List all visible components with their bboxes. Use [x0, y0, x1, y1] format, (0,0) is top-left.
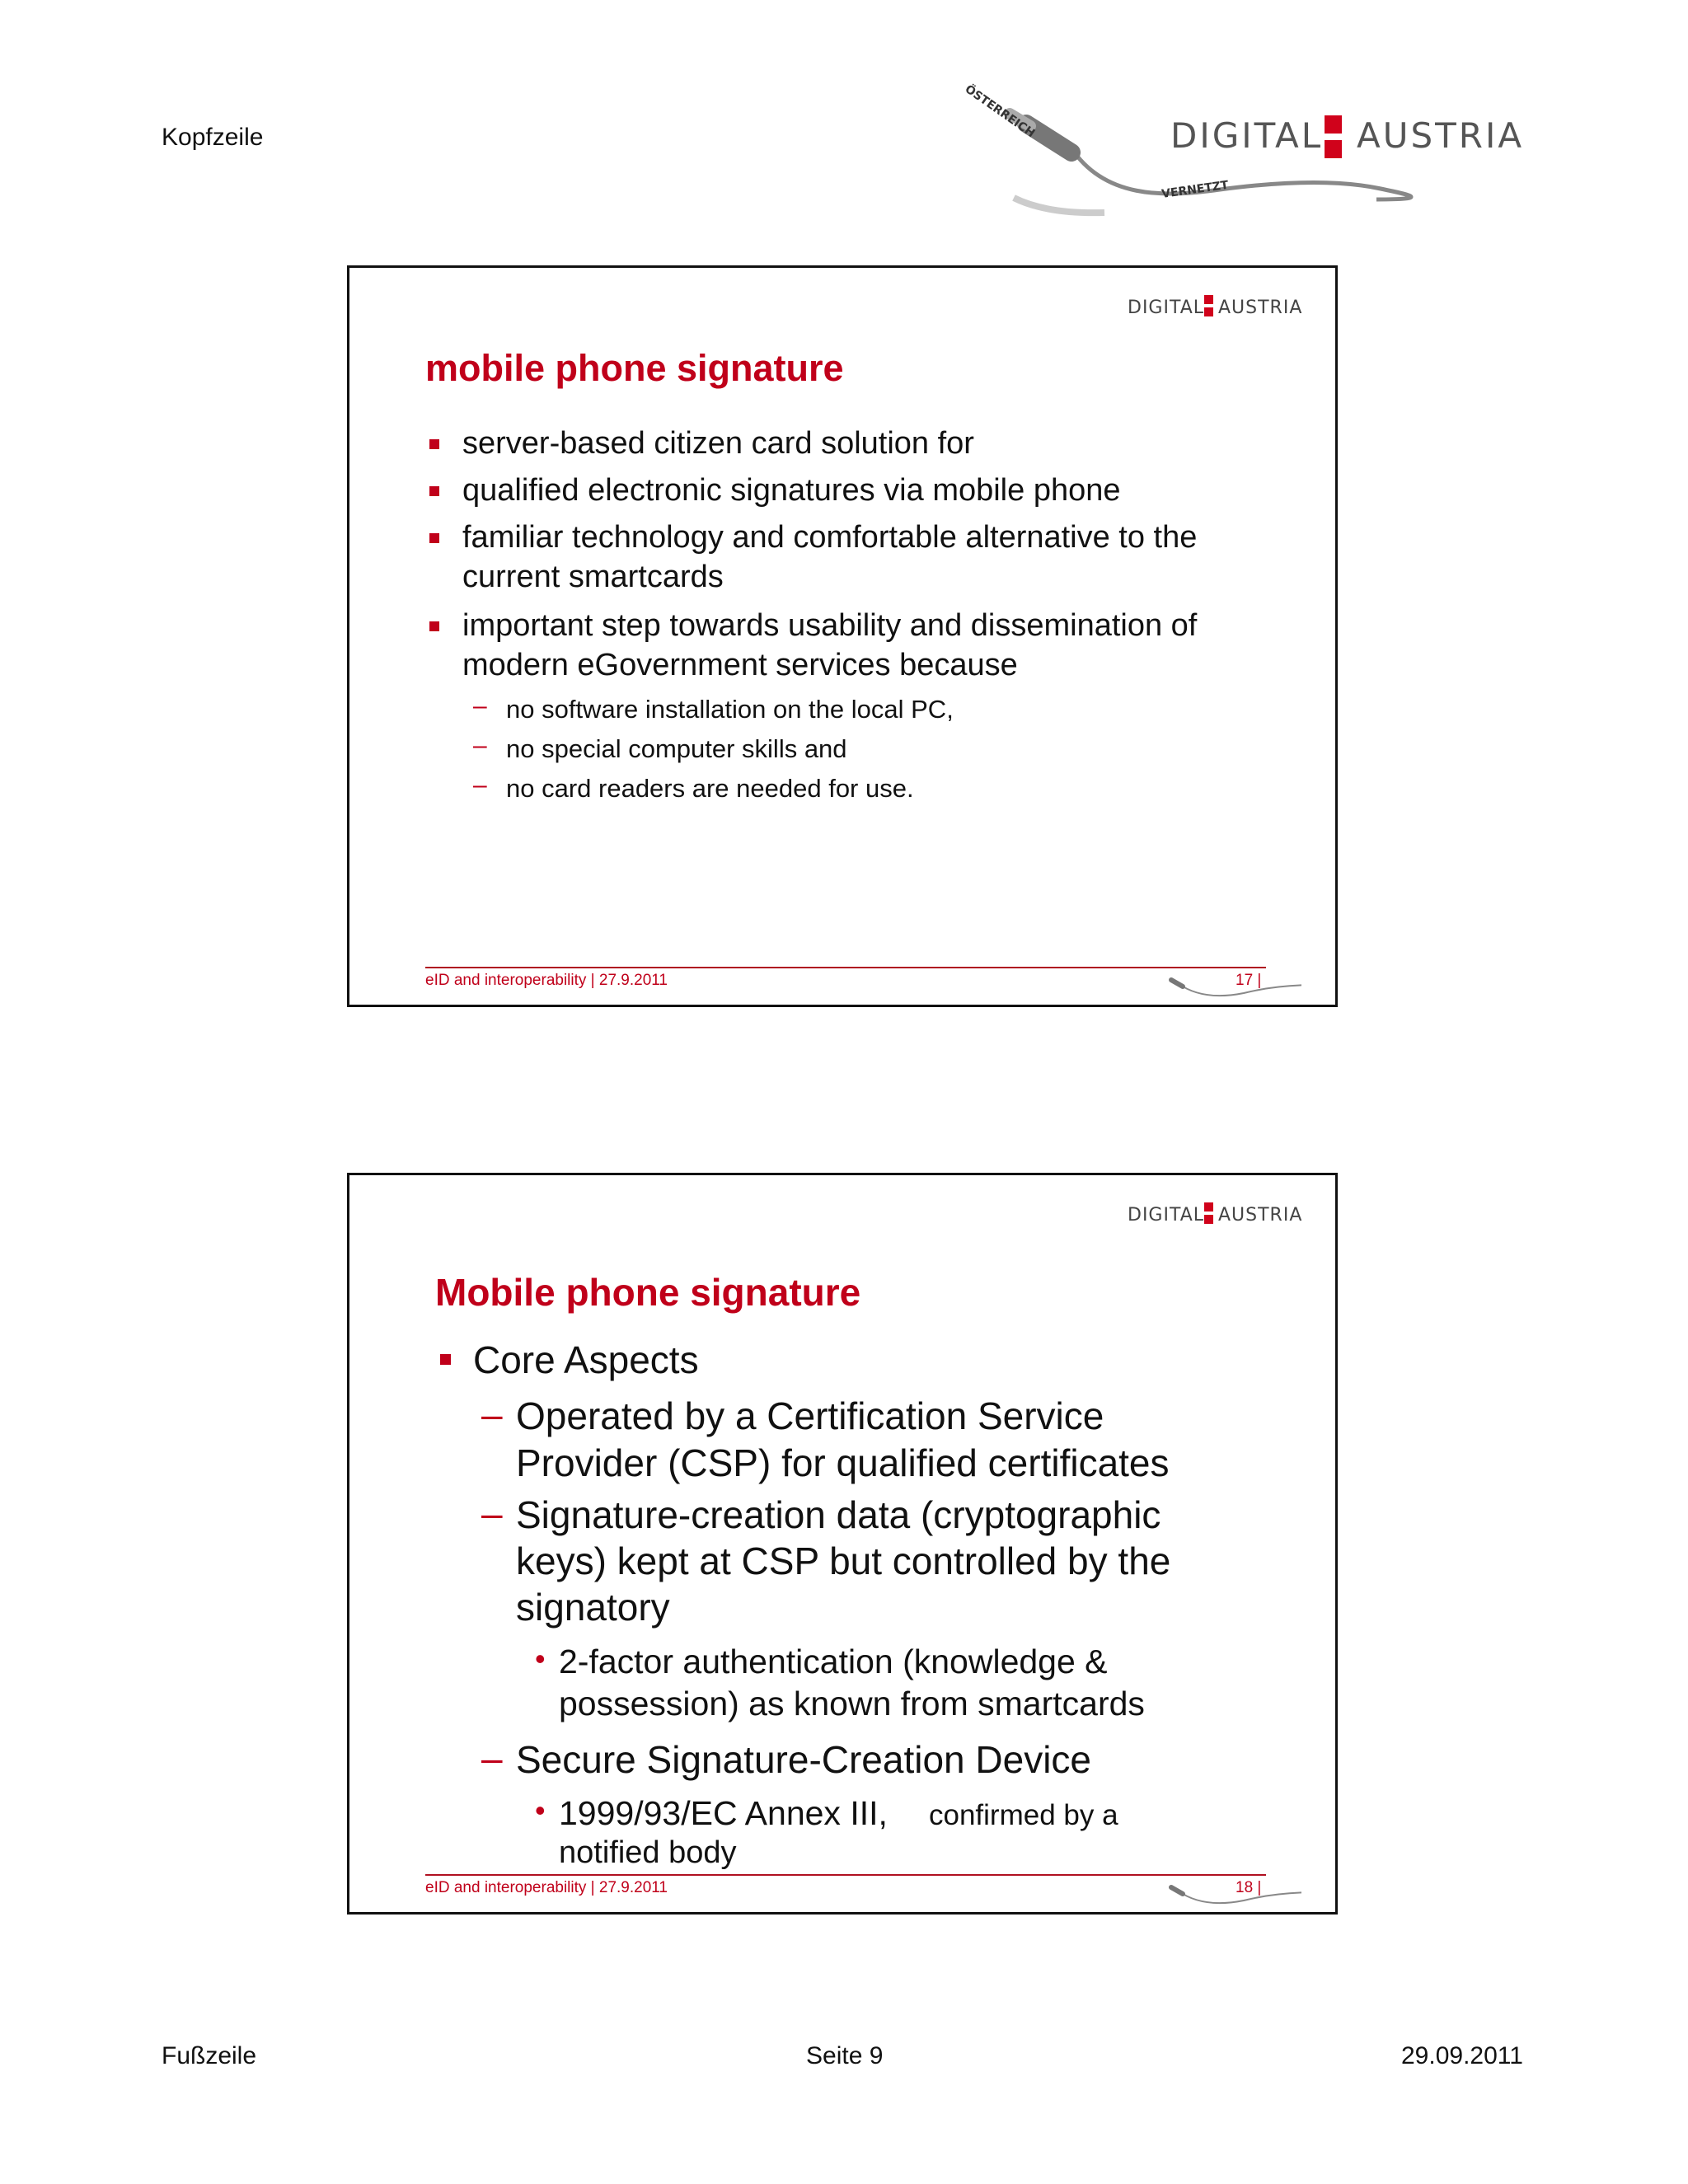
slide-title: mobile phone signature — [425, 347, 844, 389]
slide-logo-austria: AUSTRIA — [1218, 298, 1303, 318]
footer-date: 29.09.2011 — [1401, 2042, 1523, 2069]
logo-red-square-bottom — [1325, 140, 1342, 158]
bullet-marker — [440, 1354, 451, 1365]
dash-marker: – — [473, 692, 487, 719]
slide-logo — [1128, 293, 1303, 322]
dash-marker: – — [473, 771, 487, 799]
bullet-text: qualified electronic signatures via mobile phone — [462, 473, 1121, 508]
bullet-text-continued: modern eGovernment services because — [462, 648, 1018, 682]
footer-left-text: Fußzeile — [162, 2042, 257, 2069]
footer-rule — [425, 967, 1266, 968]
slide-logo-mark-bottom — [1204, 307, 1213, 316]
slide-page-number: 18 | — [1236, 1879, 1262, 1896]
slide-footer-left: eID and interoperability | 27.9.2011 — [425, 972, 668, 989]
bullet-text: important step towards usability and dissemination of — [462, 608, 1198, 643]
dot-marker: • — [535, 1642, 546, 1675]
bullet-marker — [429, 533, 439, 543]
sub-item-text-continued: Provider (CSP) for qualified certificates — [516, 1441, 1170, 1484]
logo-word-digital: DIGITAL — [1170, 115, 1324, 156]
slide-logo-digital: DIGITAL — [1128, 298, 1205, 318]
slide-footer-left: eID and interoperability | 27.9.2011 — [425, 1879, 668, 1896]
dot-item-text: 2-factor authentication (knowledge & — [559, 1643, 1108, 1680]
dot-item-text: 1999/93/EC Annex III, — [559, 1794, 888, 1832]
logo-word-austria: AUSTRIA — [1357, 115, 1525, 156]
sub-item-text: Signature-creation data (cryptographic — [516, 1493, 1161, 1536]
slide-17 — [347, 265, 1338, 1007]
sub-item-text-continued: keys) kept at CSP but controlled by the — [516, 1540, 1171, 1582]
sub-item-text: no software installation on the local PC, — [506, 695, 954, 724]
slide-logo-digital: DIGITAL — [1128, 1205, 1205, 1226]
cable-text-oesterreich: ÖSTERREICH — [962, 82, 1038, 141]
header-left-text: Kopfzeile — [162, 124, 264, 151]
slide-page-number: 17 | — [1236, 972, 1262, 989]
logo-red-square-top — [1325, 115, 1342, 134]
slide-logo — [1128, 1200, 1303, 1230]
bullet-text: server-based citizen card solution for — [462, 426, 974, 461]
mini-cable-logo-icon — [1153, 1876, 1301, 1915]
sub-item-text-continued: signatory — [516, 1586, 670, 1629]
dot-item-text-continued: possession) as known from smartcards — [559, 1685, 1145, 1722]
slide-logo-mark-top — [1204, 295, 1213, 304]
footer-rule — [425, 1874, 1266, 1876]
bullet-text-continued: current smartcards — [462, 560, 724, 594]
mini-cable-logo-icon — [1153, 968, 1301, 1007]
digital-austria-header-logo — [948, 74, 1558, 223]
bullet-marker — [429, 621, 439, 631]
dot-marker: • — [535, 1793, 546, 1827]
dash-marker: – — [473, 732, 487, 759]
bullet-text: Core Aspects — [473, 1338, 699, 1381]
dash-marker: – — [481, 1736, 503, 1779]
slide-title: Mobile phone signature — [435, 1271, 861, 1314]
dot-item-text: confirmed by a — [929, 1799, 1118, 1831]
bullet-marker — [429, 439, 439, 449]
dash-marker: – — [481, 1492, 503, 1535]
page-number: Seite 9 — [806, 2042, 884, 2069]
dot-item-text-continued: notified body — [559, 1835, 737, 1870]
sub-item-text: Operated by a Certification Service — [516, 1394, 1104, 1437]
slide-logo-mark-top — [1204, 1202, 1213, 1212]
slide-logo-austria: AUSTRIA — [1218, 1205, 1303, 1226]
bullet-marker — [429, 486, 439, 496]
cable-text-vernetzt: VERNETZT — [1160, 178, 1230, 201]
sub-item-text: Secure Signature-Creation Device — [516, 1738, 1092, 1781]
slide-18 — [347, 1173, 1338, 1915]
slide-logo-mark-bottom — [1204, 1215, 1213, 1224]
sub-item-text: no special computer skills and — [506, 734, 847, 763]
sub-item-text: no card readers are needed for use. — [506, 774, 914, 803]
bullet-text: familiar technology and comfortable alternative to the — [462, 520, 1198, 555]
dash-marker: – — [481, 1393, 503, 1436]
